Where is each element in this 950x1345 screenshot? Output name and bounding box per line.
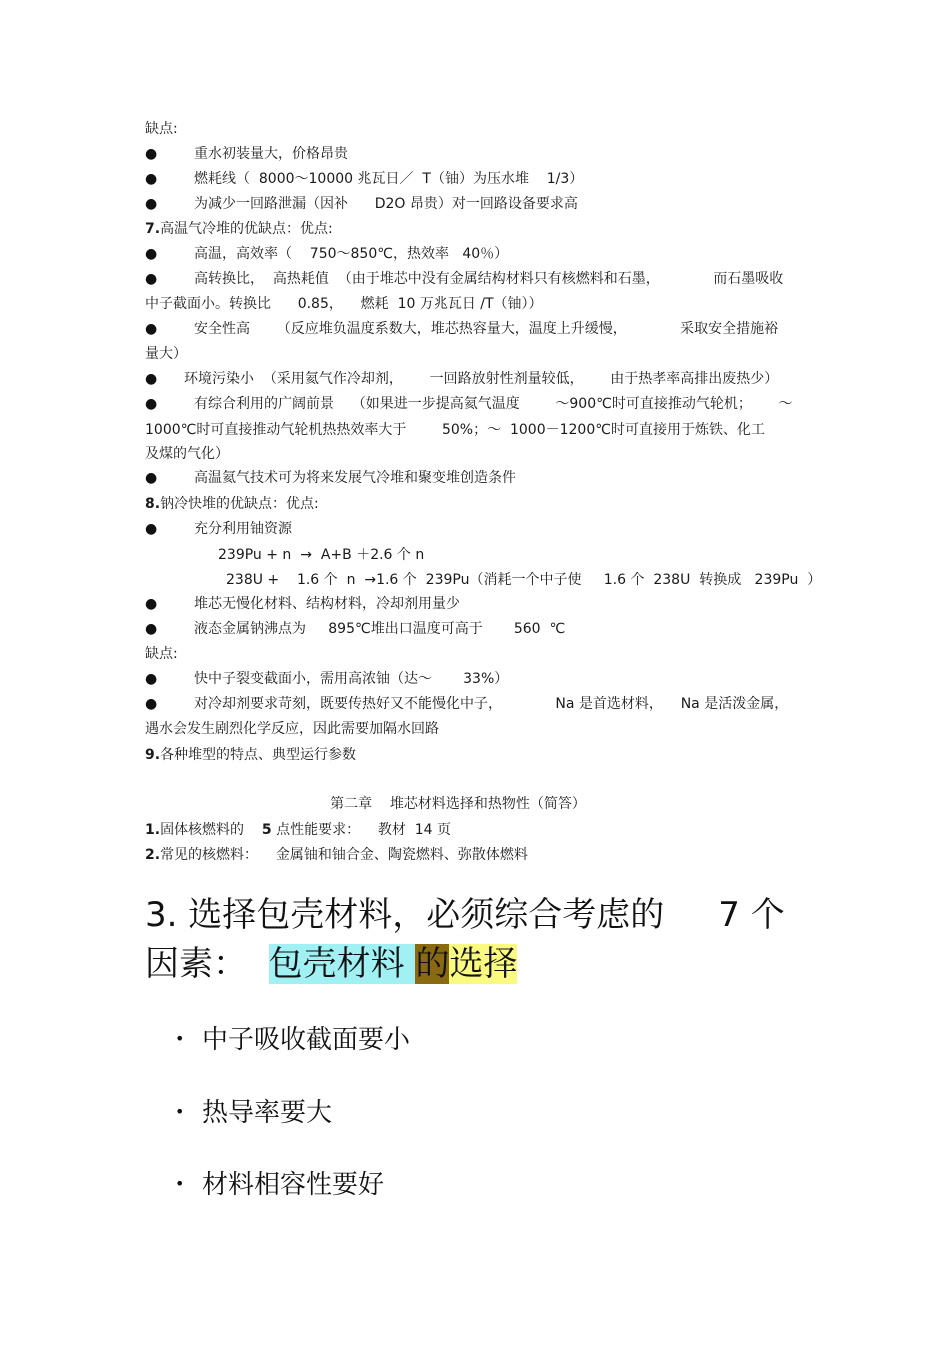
section-title (145, 821, 451, 839)
bullet-icon: ● (145, 621, 158, 637)
list-item (175, 1022, 410, 1057)
text-line: 及煤的气化） (145, 446, 229, 462)
section-number: 8. (145, 496, 161, 512)
section-number: 9. (145, 747, 161, 763)
section-title (145, 846, 528, 864)
section-title-text: 钠冷快堆的优缺点：优点: (160, 496, 319, 512)
equation-line: 238U + 1.6 个 n →1.6 个 239Pu（消耗一个中子使 1.6 个 238U 转换成 239Pu ） (226, 572, 822, 588)
chapter-title: 第二章 堆芯材料选择和热物性（简答） (330, 796, 586, 812)
text-line: 快中子裂变截面小，需用高浓铀（达～ 33%） (194, 671, 509, 687)
text-line: 高温，高效率（ 750～850℃，热效率 40％） (194, 246, 509, 262)
bullet-dot-icon: • (175, 1102, 185, 1121)
list-item-text: 中子吸收截面要小 (202, 1025, 411, 1055)
text-line: 为减少一回路泄漏（因补 D2O 昂贵）对一回路设备要求高 (194, 196, 578, 212)
text-line: 量大） (145, 346, 187, 362)
text-line: 重水初装量大，价格昂贵 (194, 146, 348, 162)
list-item-text: 材料相容性要好 (202, 1170, 385, 1200)
section-title (145, 495, 319, 513)
section-title (145, 746, 356, 764)
bullet-dot-icon: • (175, 1029, 185, 1048)
bullet-icon: ● (145, 146, 158, 162)
section-number: 1. (145, 822, 161, 838)
text-line: 缺点: (145, 121, 178, 137)
text-line: 遇水会发生剧烈化学反应，因此需要加隔水回路 (145, 721, 439, 737)
list-item (175, 1167, 384, 1202)
section-title-text: 固体核燃料的 (160, 822, 262, 838)
bullet-icon: ● (145, 396, 158, 412)
section-title-text: 各种堆型的特点、典型运行参数 (160, 747, 357, 763)
highlight-olive: 的 (415, 944, 450, 984)
bullet-icon: ● (145, 321, 158, 337)
slide-heading-line1: 3. 选择包壳材料，必须综合考虑的 7 个 (145, 895, 785, 935)
slide-heading-line2 (145, 941, 517, 987)
bullet-icon: ● (145, 671, 158, 687)
section-number: 7. (145, 221, 161, 237)
text-line: 安全性高 （反应堆负温度系数大，堆芯热容量大，温度上升缓慢， 采取安全措施裕 (194, 321, 779, 337)
text-line: 堆芯无慢化材料、结构材料，冷却剂用量少 (194, 596, 460, 612)
bullet-dot-icon: • (175, 1174, 185, 1193)
bullet-icon: ● (145, 196, 158, 212)
text-line: 充分利用铀资源 (194, 521, 292, 537)
bullet-icon: ● (145, 696, 158, 712)
text-line: 有综合利用的广阔前景 （如果进一步提高氦气温度 ～900℃时可直接推动气轮机； ～ (194, 396, 793, 412)
highlight-yellow: 选择 (449, 944, 518, 984)
text-line: 高温氦气技术可为将来发展气冷堆和聚变堆创造条件 (194, 470, 516, 486)
text-line: 对冷却剂要求苛刻，既要传热好又不能慢化中子， Na 是首选材料， Na 是活泼金属， (194, 696, 789, 712)
section-number: 2. (145, 847, 161, 863)
list-item (175, 1095, 332, 1130)
section-title-rest: 点性能要求： 教材 14 页 (271, 822, 452, 838)
equation-line: 239Pu + n → A+B ＋2.6 个 n (218, 547, 425, 563)
heading-prefix: 因素： (145, 944, 269, 984)
text-line: 液态金属钠沸点为 895℃堆出口温度可高于 560 ℃ (194, 621, 566, 637)
bullet-icon: ● (145, 271, 158, 287)
section-title (145, 220, 333, 238)
section-title-text: 常见的核燃料： 金属铀和铀合金、陶瓷燃料、弥散体燃料 (160, 847, 528, 863)
bullet-icon: ● (145, 521, 158, 537)
text-line: 中子截面小。转换比 0.85， 燃耗 10 万兆瓦日 /T（铀）） (145, 296, 543, 312)
text-line: 环境污染小 （采用氦气作冷却剂， 一回路放射性剂量较低， 由于热孝率高排出废热少） (184, 371, 779, 387)
text-line: 燃耗线（ 8000～10000 兆瓦日／ T（铀）为压水堆 1/3） (194, 171, 584, 187)
bullet-icon: ● (145, 470, 158, 486)
text-line: 1000℃时可直接推动气轮机热热效率大于 50%；～ 1000－1200℃时可直接用于炼铁、化工 (145, 422, 765, 438)
bullet-icon: ● (145, 371, 158, 387)
bold-number: 5 (261, 822, 272, 838)
bullet-icon: ● (145, 596, 158, 612)
section-title-text: 高温气冷堆的优缺点：优点: (160, 221, 333, 237)
bullet-icon: ● (145, 171, 158, 187)
bullet-icon: ● (145, 246, 158, 262)
text-line: 高转换比， 高热耗值 （由于堆芯中没有金属结构材料只有核燃料和石墨， 而石墨吸收 (194, 271, 784, 287)
text-line: 缺点: (145, 646, 178, 662)
list-item-text: 热导率要大 (202, 1098, 333, 1128)
highlight-cyan: 包壳材料 (268, 944, 416, 984)
